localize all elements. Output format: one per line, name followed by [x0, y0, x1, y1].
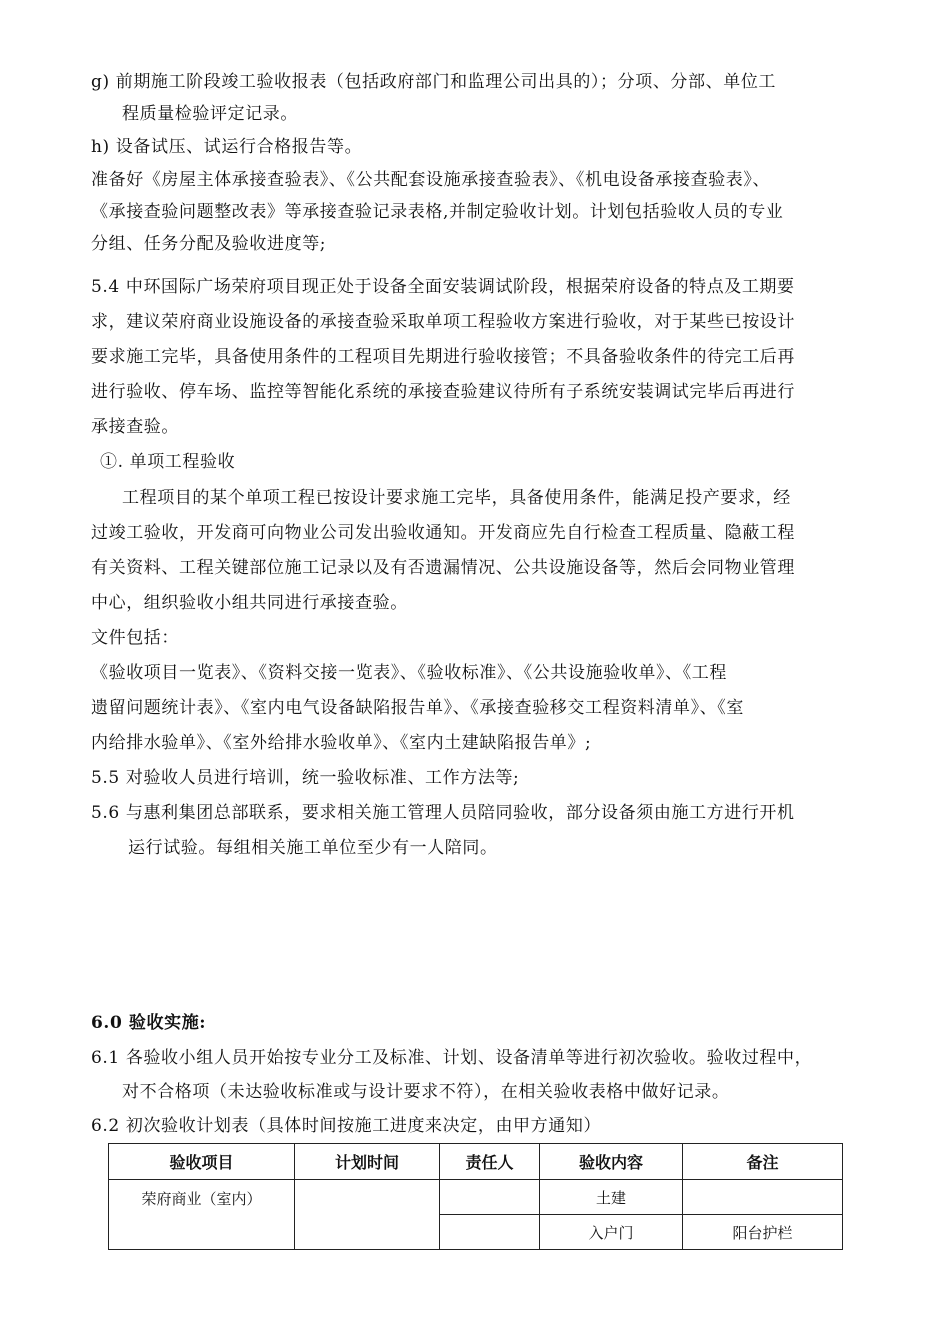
prep-paragraph-line3: 分组、任务分配及验收进度等;	[91, 234, 327, 254]
cell-responsible	[440, 1180, 540, 1215]
section-5-5: 5.5 对验收人员进行培训，统一验收标准、工作方法等;	[91, 768, 520, 788]
initial-acceptance-plan-table	[108, 1143, 843, 1250]
section-6-2: 6.2 初次验收计划表（具体时间按施工进度来决定，由甲方通知）	[91, 1116, 602, 1136]
item-h: h) 设备试压、试运行合格报告等。	[91, 137, 363, 157]
section-5-4-line3: 要求施工完毕，具备使用条件的工程项目先期进行验收接管；不具备验收条件的待完工后再	[91, 347, 795, 367]
section-5-4-line4: 进行验收、停车场、监控等智能化系统的承接查验建议待所有子系统安装调试完毕后再进行	[91, 382, 795, 402]
section-5-4-line5: 承接查验。	[91, 417, 179, 437]
cell-project: 荣府商业（室内）	[109, 1180, 295, 1250]
header-responsible: 责任人	[440, 1144, 540, 1180]
cell-content: 入户门	[540, 1215, 683, 1250]
section-6-1-line1: 6.1 各验收小组人员开始按专业分工及标准、计划、设备清单等进行初次验收。验收过程中，	[91, 1048, 813, 1068]
section-6-0-heading: 6.0 验收实施:	[91, 1013, 207, 1033]
prep-paragraph-line2: 《承接查验问题整改表》等承接查验记录表格,并制定验收计划。计划包括验收人员的专业	[91, 202, 784, 222]
cell-content: 土建	[540, 1180, 683, 1215]
item-g-line2: 程质量检验评定记录。	[122, 104, 298, 124]
files-heading: 文件包括：	[91, 628, 179, 648]
header-project: 验收项目	[109, 1144, 295, 1180]
item-g-line1: g) 前期施工阶段竣工验收报表（包括政府部门和监理公司出具的）；分项、分部、单位工	[91, 72, 777, 92]
files-list-line2: 遗留问题统计表》、《室内电气设备缺陷报告单》、《承接查验移交工程资料清单》、《室	[91, 698, 744, 718]
section-6-1-line2: 对不合格项（未达验收标准或与设计要求不符），在相关验收表格中做好记录。	[122, 1082, 730, 1102]
section-5-4-line1: 5.4 中环国际广场荣府项目现正处于设备全面安装调试阶段，根据荣府设备的特点及工期要	[91, 277, 795, 297]
cell-plan-time	[295, 1180, 440, 1250]
single-item-paragraph-line2: 过竣工验收，开发商可向物业公司发出验收通知。开发商应先自行检查工程质量、隐蔽工程	[91, 523, 795, 543]
single-item-paragraph-line4: 中心，组织验收小组共同进行承接查验。	[91, 593, 408, 613]
cell-responsible	[440, 1215, 540, 1250]
header-note: 备注	[683, 1144, 843, 1180]
section-5-6-line1: 5.6 与惠利集团总部联系，要求相关施工管理人员陪同验收，部分设备须由施工方进行开机	[91, 803, 795, 823]
header-content: 验收内容	[540, 1144, 683, 1180]
header-plan-time: 计划时间	[295, 1144, 440, 1180]
single-item-paragraph-line3: 有关资料、工程关键部位施工记录以及有否遗漏情况、公共设施设备等，然后会同物业管理	[91, 558, 795, 578]
cell-note	[683, 1180, 843, 1215]
prep-paragraph-line1: 准备好《房屋主体承接查验表》、《公共配套设施承接查验表》、《机电设备承接查验表》、	[91, 170, 771, 190]
cell-note: 阳台护栏	[683, 1215, 843, 1250]
subheading-single-item: ①. 单项工程验收	[100, 452, 236, 472]
section-5-6-line2: 运行试验。每组相关施工单位至少有一人陪同。	[128, 838, 498, 858]
section-5-4-line2: 求，建议荣府商业设施设备的承接查验采取单项工程验收方案进行验收，对于某些已按设计	[91, 312, 795, 332]
single-item-paragraph-line1: 工程项目的某个单项工程已按设计要求施工完毕，具备使用条件，能满足投产要求，经	[122, 488, 791, 508]
table-header-row	[109, 1144, 843, 1180]
files-list-line1: 《验收项目一览表》、《资料交接一览表》、《验收标准》、《公共设施验收单》、《工程	[91, 663, 727, 683]
files-list-line3: 内给排水验单》、《室外给排水验收单》、《室内土建缺陷报告单》;	[91, 733, 592, 753]
table-row	[109, 1180, 843, 1215]
